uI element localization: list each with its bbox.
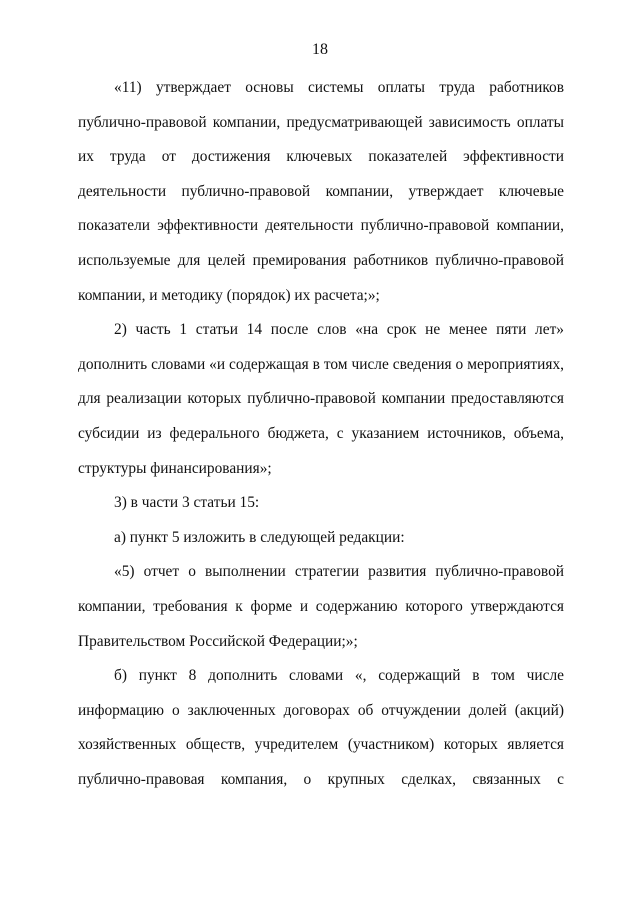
- page-number: 18: [312, 41, 328, 58]
- paragraph-item-11: «11) утверждает основы системы оплаты труда работников публично-правовой компании, предусматривающей зависимость оплаты их труда от достижения ключевых показателей эффективности деятельности публично-правовой компании, утверждает ключевые показатели эффективности деятельности публично-правовой компании, используемые для целей премирования работников публично-правовой компании, и методику (порядок) их расчета;»;: [78, 79, 564, 304]
- paragraph-subitem-a: а) пункт 5 изложить в следующей редакции:: [114, 528, 405, 546]
- paragraph-item-2: 2) часть 1 статьи 14 после слов «на срок не менее пяти лет» дополнить словами «и содержащая в том числе сведения о мероприятиях, для реализации которых публично-правовой компании предоставляются субсидии из федерального бюджета, с указанием источников, объема, структуры финансирования»;: [78, 321, 564, 477]
- paragraph-item-5-text: «5) отчет о выполнении стратегии развития публично-правовой компании, требования к форме и содержанию которого утверждаются Правительством Российской Федерации;»;: [78, 563, 564, 650]
- document-body: [78, 71, 564, 797]
- paragraph-subitem-b: б) пункт 8 дополнить словами «, содержащий в том числе информацию о заключенных договорах об отчуждении долей (акций) хозяйственных обществ, учредителем (участником) которых является публично-правовая компания, о крупных сделках, связанных с: [78, 667, 564, 788]
- paragraph-item-3: 3) в части 3 статьи 15:: [114, 494, 260, 512]
